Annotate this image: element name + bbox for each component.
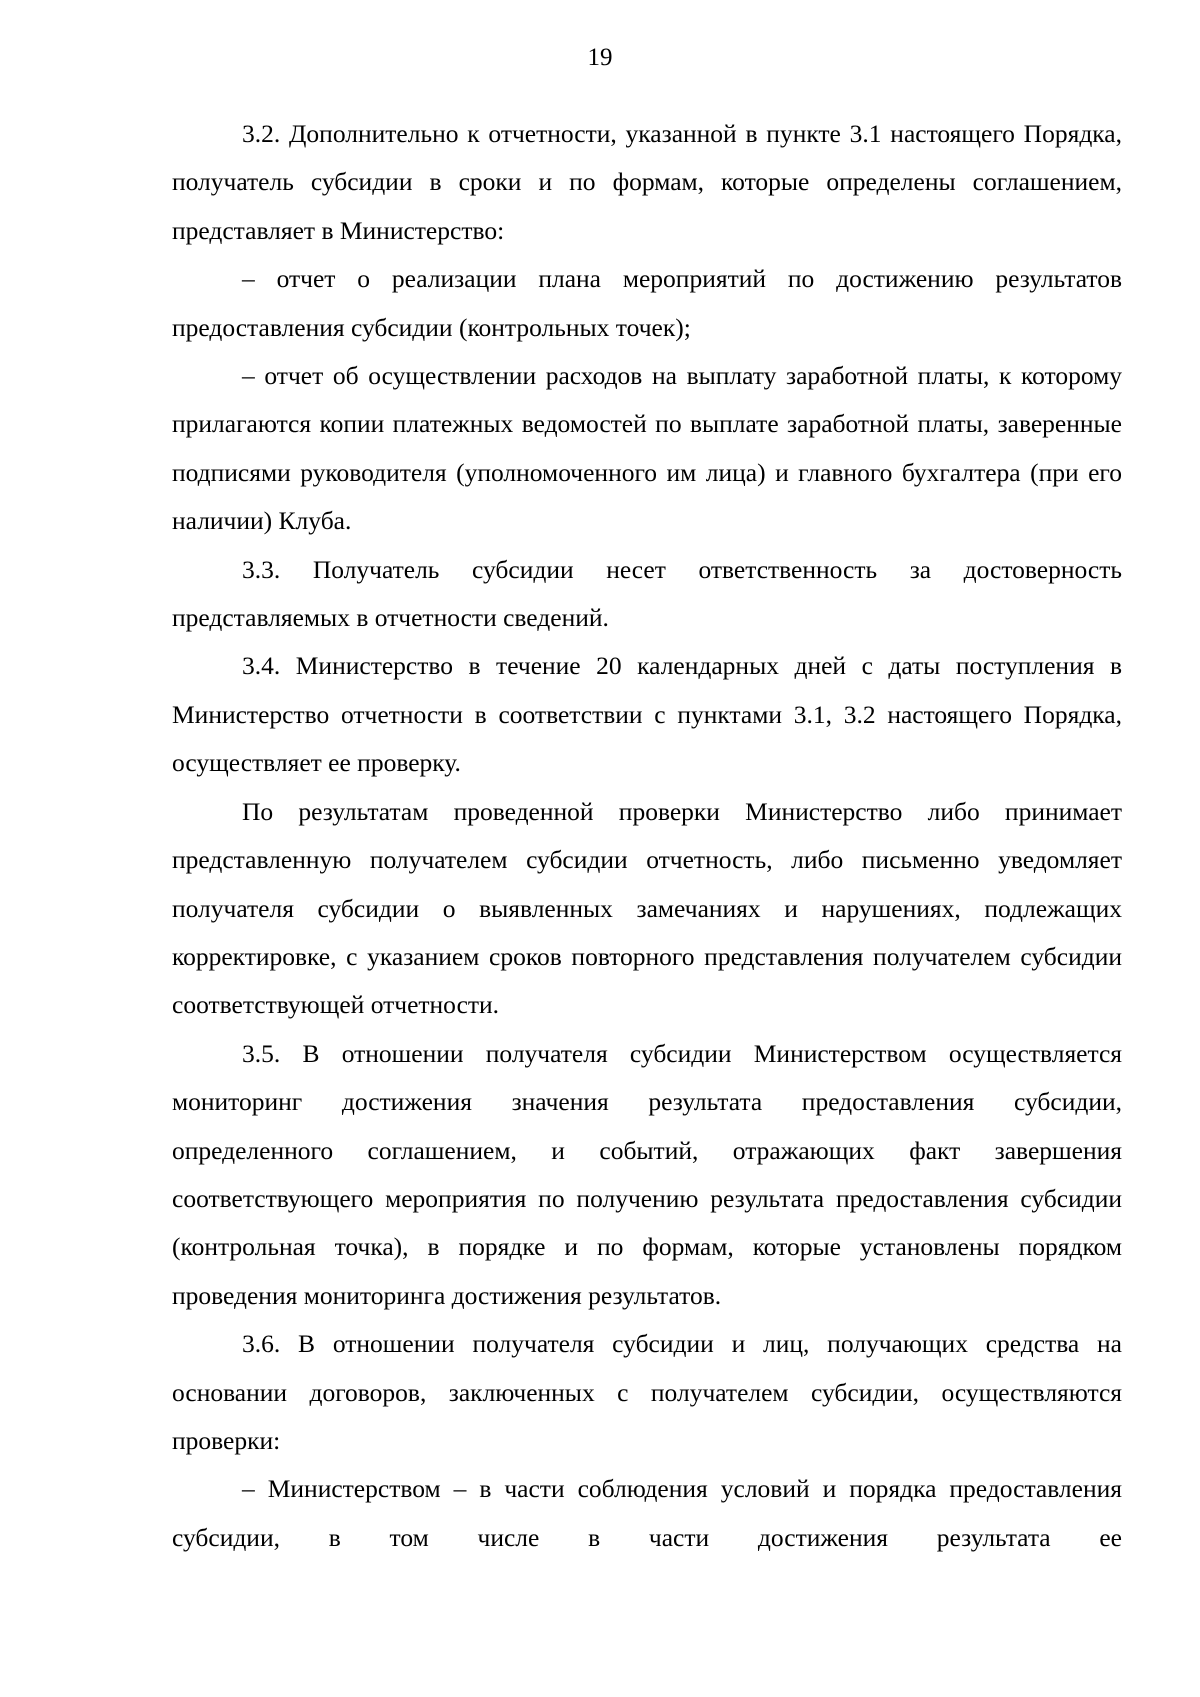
page-number: 19: [587, 44, 613, 71]
paragraph-3-5: 3.5. В отношении получателя субсидии Министерством осуществляется мониторинг достижения значения результата предоставления субсидии, определенного соглашением, и событий, отражающих факт завершения соответствующего мероприятия по получению результата предоставления субсидии (контрольная точка), в порядке и по формам, которые установлены порядком проведения мониторинга достижения результатов.: [172, 1038, 1122, 1310]
paragraph-3-6: 3.6. В отношении получателя субсидии и лиц, получающих средства на основании договоров, заключенных с получателем субсидии, осуществляются проверки:: [172, 1329, 1122, 1455]
paragraph-report-salary: – отчет об осуществлении расходов на выплату заработной платы, к которому прилагаются копии платежных ведомостей по выплате заработной платы, заверенные подписями руководителя (уполномоченного им лица) и главного бухгалтера (при его наличии) Клуба.: [172, 361, 1122, 536]
document-body: [172, 110, 1122, 1562]
paragraph-3-2: 3.2. Дополнительно к отчетности, указанной в пункте 3.1 настоящего Порядка, получатель субсидии в сроки и по формам, которые определены соглашением, представляет в Министерство:: [172, 119, 1122, 245]
paragraph-ministry-check: – Министерством – в части соблюдения условий и порядка предоставления субсидии, в том числе в части достижения результата ее: [172, 1474, 1122, 1552]
paragraph-review-results: По результатам проведенной проверки Министерство либо принимает представленную получателем субсидии отчетность, либо письменно уведомляет получателя субсидии о выявленных замечаниях и нарушениях, подлежащих корректировке, с указанием сроков повторного представления получателем субсидии соответствующей отчетности.: [172, 796, 1122, 1020]
paragraph-report-plan: – отчет о реализации плана мероприятий по достижению результатов предоставления субсидии (контрольных точек);: [172, 264, 1122, 342]
paragraph-3-3: 3.3. Получатель субсидии несет ответственность за достоверность представляемых в отчетности сведений.: [172, 554, 1122, 633]
paragraph-3-4: 3.4. Министерство в течение 20 календарных дней с даты поступления в Министерство отчетности в соответствии с пунктами 3.1, 3.2 настоящего Порядка, осуществляет ее проверку.: [172, 651, 1122, 778]
